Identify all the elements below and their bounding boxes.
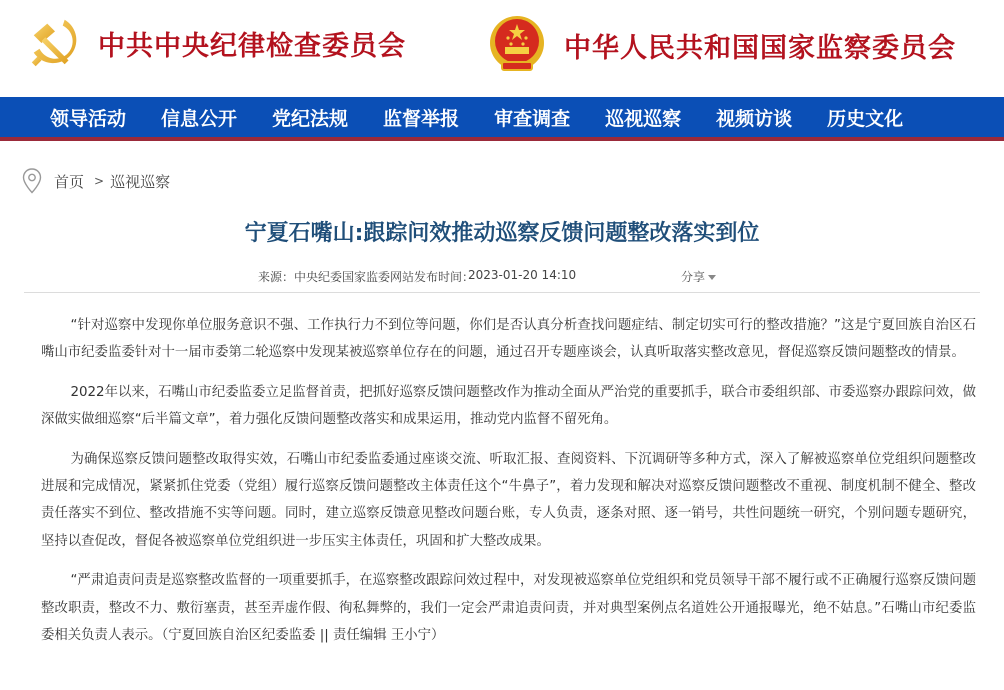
article-body	[41, 312, 976, 662]
breadcrumb-current[interactable]: 巡视巡察	[110, 172, 171, 191]
nav-item-information[interactable]: 信息公开	[161, 107, 238, 130]
article-paragraph: 为确保巡察反馈问题整改取得实效，石嘴山市纪委监委通过座谈交流、听取汇报、查阅资料、下沉调研等多种方式，深入了解被巡察单位党组织问题整改进展和完成情况，紧紧抓住党委（党组）履行巡察反馈问题整改主体责任这个“牛鼻子”，着力发现和解决对巡察反馈问题整改不重视、制度机制不健全、整改责任落实不到位、整改措施不实等问题。同时，建立巡察反馈意见整改问题台账，专人负责，逐条对照、逐一销号，共性问题统一研究，个别问题专题研究，坚持以查促改，督促各被巡察单位党组织进一步压实主体责任，巩固和扩大整改成果。	[41, 452, 976, 549]
nav-item-regulations[interactable]: 党纪法规	[272, 107, 349, 130]
article-title: 宁夏石嘴山:跟踪问效推动巡察反馈问题整改落实到位	[244, 221, 760, 246]
ccdi-brand[interactable]	[26, 14, 406, 72]
nav-item-inspection[interactable]: 巡视巡察	[605, 107, 682, 130]
publish-time: 2023-01-20 14:10	[468, 268, 577, 282]
breadcrumb-separator: >	[94, 174, 105, 188]
nsc-title: 中华人民共和国国家监察委员会	[564, 32, 956, 64]
nsc-brand[interactable]	[486, 14, 956, 76]
nav-item-report[interactable]: 监督举报	[383, 107, 460, 130]
nav-item-history[interactable]: 历史文化	[827, 107, 904, 130]
breadcrumb	[22, 168, 170, 194]
share-button[interactable]	[681, 268, 716, 285]
nav-item-investigation[interactable]: 审查调查	[494, 107, 571, 130]
site-header	[0, 0, 1004, 97]
national-emblem-icon	[486, 14, 548, 76]
nav-accent-strip	[0, 137, 1004, 141]
main-nav	[0, 97, 1004, 137]
party-emblem-icon	[26, 14, 84, 72]
caret-down-icon	[708, 275, 716, 280]
location-pin-icon	[22, 168, 42, 194]
ccdi-title: 中共中央纪律检查委员会	[98, 30, 406, 62]
article-paragraph: “严肃追责问责是巡察整改监督的一项重要抓手，在巡察整改跟踪问效过程中，对发现被巡察单位党组织和党员领导干部不履行或不正确履行巡察反馈问题整改职责，整改不力、敷衍塞责，甚至弄虚作假、徇私舞弊的，我们一定会严肃追责问责，并对典型案例点名道姓公开通报曝光，绝不姑息。”石嘴山市纪委监委相关负责人表示。（宁夏回族自治区纪委监委 || 责任编辑 王小宁）	[41, 573, 976, 643]
article-source: 来源：中央纪委国家监委网站	[258, 270, 415, 284]
publish-time-label: 发布时间：	[414, 270, 475, 284]
article-paragraph: “针对巡察中发现你单位服务意识不强、工作执行力不到位等问题，你们是否认真分析查找问题症结、制定切实可行的整改措施？”这是宁夏回族自治区石嘴山市纪委监委针对十一届市委第二轮巡察中发现某被巡察单位存在的问题，通过召开专题座谈会，认真听取落实整改意见，督促巡察反馈问题整改的情景。	[41, 318, 976, 361]
meta-divider	[24, 292, 980, 293]
share-label: 分享	[681, 270, 706, 284]
breadcrumb-home[interactable]: 首页	[54, 172, 85, 191]
article-paragraph: 2022年以来，石嘴山市纪委监委立足监督首责，把抓好巡察反馈问题整改作为推动全面从严治党的重要抓手，联合市委组织部、市委巡察办跟踪问效，做深做实做细巡察“后半篇文章”，着力强化反馈问题整改落实和成果运用，推动党内监督不留死角。	[41, 385, 976, 428]
nav-item-leadership[interactable]: 领导活动	[50, 107, 127, 130]
nav-item-video[interactable]: 视频访谈	[716, 107, 793, 130]
